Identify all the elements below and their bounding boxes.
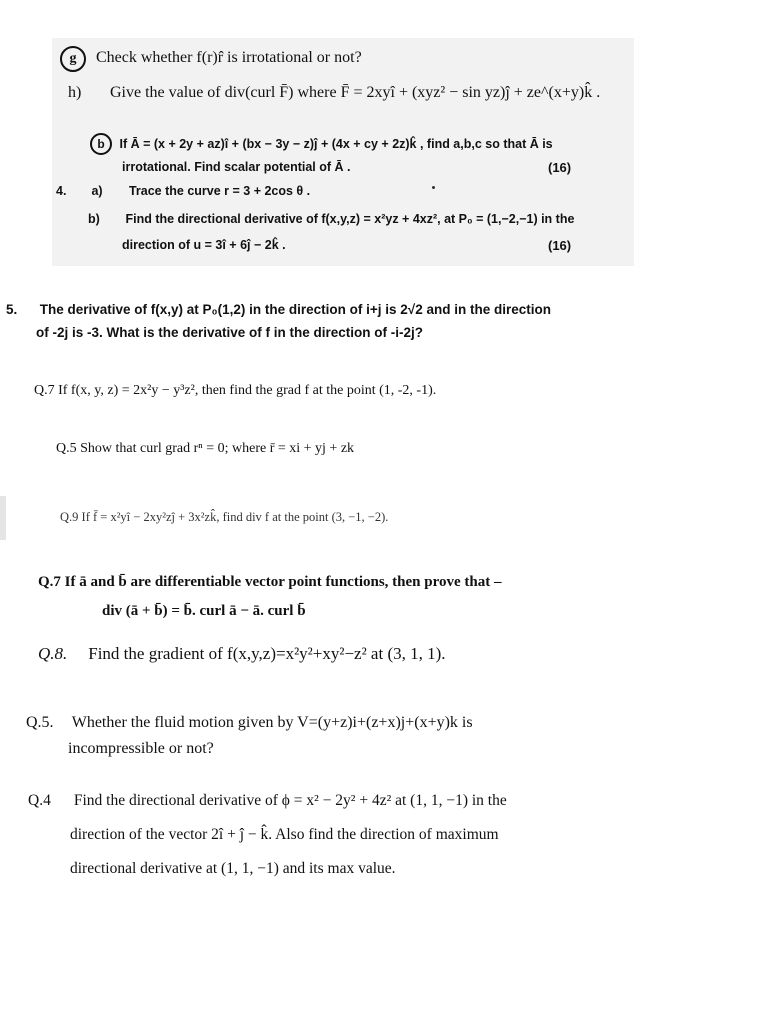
marks-1: (16) xyxy=(548,160,572,175)
scan-speck xyxy=(432,186,435,189)
question-q8-number: Q.8. xyxy=(38,644,68,663)
question-5-number: 5. xyxy=(6,302,18,317)
question-5-text2: of -2j is -3. What is the derivative of f in the direction of -i-2j? xyxy=(36,325,424,340)
question-4-number: 4. xyxy=(56,184,67,198)
question-4b-line2 xyxy=(122,238,286,252)
question-b-line1 xyxy=(90,133,553,155)
question-q7-prove-line2 xyxy=(102,603,306,620)
question-q4-dirderiv-line2 xyxy=(70,826,499,844)
question-q9-div: Q.9 If f̄ = x²yî − 2xy²zĵ + 3x²zk̂, find div f at the point (3, −1, −2). xyxy=(60,510,389,524)
question-g-marker: g xyxy=(60,46,86,72)
marks-2: (16) xyxy=(548,238,572,253)
question-q5-fluid-text1: Whether the fluid motion given by V=(y+z)i+(z+x)j+(x+y)k is xyxy=(71,714,473,731)
question-b-line2 xyxy=(122,160,351,174)
question-q5-fluid-number: Q.5. xyxy=(26,714,54,731)
question-h-text: Give the value of div(curl F̄) where F̄ = 2xyî + (xyz² − sin yz)ĵ + ze^(x+y)k̂ . xyxy=(110,84,601,101)
question-q4-text1: Find the directional derivative of ϕ = x² − 2y² + 4z² at (1, 1, −1) in the xyxy=(73,792,507,809)
question-4a-label: a) xyxy=(91,184,103,198)
question-b-marker: b xyxy=(90,133,112,155)
question-b-text2: irrotational. Find scalar potential of Ā . xyxy=(122,160,351,174)
question-4b-text1: Find the directional derivative of f(x,y,z) = x²yz + 4xz², at P₀ = (1,−2,−1) in the xyxy=(125,212,575,226)
question-g xyxy=(60,46,362,72)
question-q8-text: Find the gradient of f(x,y,z)=x²y²+xy²−z² at (3, 1, 1). xyxy=(88,644,446,663)
question-q7-prove-line1 xyxy=(38,574,501,591)
question-q4-text2: direction of the vector 2î + ĵ − k̂. Also find the direction of maximum xyxy=(70,826,499,843)
question-q4-dirderiv-line3 xyxy=(70,860,396,878)
question-q4-number: Q.4 xyxy=(28,792,51,809)
question-h-label: h) xyxy=(68,84,82,101)
question-4a-text: Trace the curve r = 3 + 2cos θ . xyxy=(128,184,311,198)
scan-edge-mark xyxy=(0,496,6,540)
question-q8 xyxy=(38,644,446,664)
question-q4-text3: directional derivative at (1, 1, −1) and its max value. xyxy=(70,860,396,877)
question-g-text: Check whether f(r)r̂ is irrotational or not? xyxy=(96,49,362,66)
question-q5-curl: Q.5 Show that curl grad rⁿ = 0; where r̄ = xi + yj + zk xyxy=(56,441,355,456)
question-q5-fluid-line2 xyxy=(68,740,214,758)
question-4b-line1 xyxy=(88,212,574,226)
question-b-text1: If Ā = (x + 2y + az)î + (bx − 3y − z)ĵ + (4x + cy + 2z)k̂ , find a,b,c so that Ā is xyxy=(119,137,553,151)
question-q7-grad: Q.7 If f(x, y, z) = 2x²y − y³z², then find the grad f at the point (1, -2, -1). xyxy=(34,383,437,398)
question-4a xyxy=(56,184,310,198)
question-q4-dirderiv-line1 xyxy=(28,792,507,810)
question-4b-text2: direction of u = 3î + 6ĵ − 2k̂ . xyxy=(122,238,286,252)
question-q5-fluid-line1 xyxy=(26,714,473,732)
question-5-line2 xyxy=(36,325,423,340)
question-5-text1: The derivative of f(x,y) at P₀(1,2) in the direction of i+j is 2√2 and in the direction xyxy=(39,302,551,317)
question-q7-prove-text1: Q.7 If ā and b̄ are differentiable vector point functions, then prove that – xyxy=(38,574,502,590)
question-q5-fluid-text2: incompressible or not? xyxy=(68,740,214,757)
question-h xyxy=(68,84,600,102)
question-4b-label: b) xyxy=(88,212,100,226)
question-5-line1 xyxy=(6,302,551,317)
question-q7-prove-text2: div (ā + b̄) = b̄. curl ā − ā. curl b̄ xyxy=(102,603,306,619)
